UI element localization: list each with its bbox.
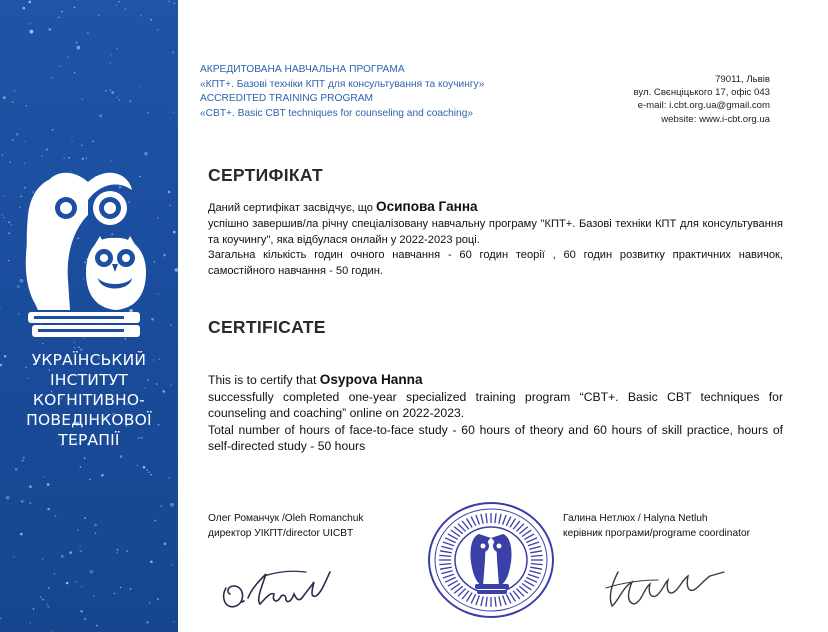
star-dot: [130, 588, 132, 590]
star-dot: [170, 324, 172, 326]
star-dot: [80, 466, 82, 468]
seal-lettering-mark: [443, 542, 454, 546]
seal-lettering-mark: [445, 538, 456, 543]
certificate-heading-en: CERTIFICATE: [208, 317, 326, 337]
star-dot: [116, 48, 118, 50]
seal-lettering-mark: [448, 534, 458, 540]
seal-lettering-mark: [481, 596, 483, 606]
institute-name: [0, 350, 178, 450]
recipient-name-ua: Осипова Ганна: [376, 199, 478, 214]
star-dot: [30, 502, 32, 504]
institute-name-line: ТЕРАПІЇ: [58, 431, 120, 449]
star-dot: [149, 602, 151, 604]
seal-lettering-mark: [443, 574, 454, 578]
seal-lettering-mark: [471, 517, 476, 526]
star-dot: [120, 587, 122, 589]
address-email: e-mail: i.cbt.org.ua@gmail.com: [637, 100, 770, 112]
star-dot: [100, 115, 103, 118]
star-dot: [23, 7, 26, 10]
seal-lettering-mark: [499, 514, 501, 524]
star-dot: [71, 140, 73, 142]
program-title-ua: «КПТ+. Базові техніки КПТ для консультування та коучингу»: [200, 78, 485, 90]
seal-lettering-mark: [481, 514, 483, 524]
star-dot: [74, 7, 76, 9]
program-title-en: «CBT+. Basic CBT techniques for counseling and coaching»: [200, 107, 474, 119]
seal-lettering-mark: [467, 593, 473, 602]
hours-text-ua: Загальна кількість годин очного навчання - 60 годин теорії , 60 годин розвитку практичних навичок, самостійного навчання - 50 годин.: [208, 249, 783, 278]
star-dot: [47, 483, 50, 486]
star-dot: [146, 621, 149, 624]
star-dot: [42, 599, 44, 601]
star-dot: [96, 625, 98, 627]
star-dot: [8, 260, 10, 262]
certificate-heading-ua: СЕРТИФІКАТ: [208, 165, 323, 185]
star-dot: [90, 570, 94, 574]
star-dot: [3, 96, 6, 99]
star-dot: [20, 533, 23, 536]
star-dot: [77, 46, 81, 50]
seal-lettering-mark: [486, 597, 487, 607]
completion-text-ua: успішно завершив/ла річну спеціалізовану навчальну програму "КПТ+. Базові техніки КПТ для консультування та коучингу", яка відбулася онлайн у 2022-2023 році.: [208, 217, 783, 246]
seal-lettering-mark: [495, 597, 496, 607]
star-dot: [14, 90, 16, 92]
star-dot: [81, 145, 83, 147]
seal-lettering-mark: [506, 517, 511, 526]
star-dot: [173, 112, 175, 114]
star-dot: [6, 496, 10, 500]
institute-name-line: ІНСТИТУТ: [49, 371, 129, 389]
seal-lettering-mark: [528, 574, 539, 578]
star-dot: [81, 586, 83, 588]
seal-lettering-mark: [495, 513, 496, 523]
star-dot: [47, 508, 50, 511]
star-dot: [63, 158, 65, 160]
star-dot: [120, 455, 123, 458]
star-dot: [110, 62, 112, 64]
star-dot: [23, 141, 25, 143]
star-dot: [174, 3, 176, 5]
institute-name-line: УКРАЇНСЬКИЙ: [31, 351, 147, 369]
director-signature-block: [208, 511, 364, 541]
star-dot: [146, 469, 148, 471]
star-dot: [101, 474, 104, 477]
star-dot: [95, 532, 97, 534]
seal-lettering-mark: [506, 594, 511, 603]
star-dot: [58, 17, 60, 19]
star-dot: [1, 214, 3, 216]
star-dot: [163, 254, 166, 257]
seal-lettering-mark: [445, 577, 456, 582]
seal-lettering-mark: [526, 538, 537, 543]
star-dot: [55, 516, 57, 518]
star-dot: [21, 500, 24, 503]
star-dot: [48, 606, 50, 608]
director-role: директор УІКПТ/director UICBT: [208, 528, 354, 539]
seal-lettering-mark: [529, 571, 541, 574]
star-dot: [11, 224, 13, 226]
seal-lettering-mark: [441, 571, 453, 574]
coordinator-name: Галина Нетлюх / Halyna Netluh: [563, 513, 708, 524]
star-dot: [46, 148, 49, 151]
address-street: вул. Свєнціцького 17, офіс 043: [633, 87, 770, 99]
star-dot: [54, 573, 56, 575]
star-dot: [0, 618, 2, 620]
star-dot: [13, 556, 15, 558]
star-dot: [130, 100, 132, 102]
seal-lettering-mark: [439, 555, 451, 556]
star-dot: [30, 622, 32, 624]
star-dot: [84, 458, 86, 460]
seal-lettering-mark: [503, 515, 507, 525]
seal-lettering-mark: [531, 564, 543, 565]
star-dot: [116, 4, 118, 6]
star-dot: [168, 0, 170, 2]
star-dot: [175, 268, 178, 272]
director-handwritten-signature: [216, 558, 336, 616]
star-dot: [137, 465, 139, 467]
star-dot: [29, 1, 32, 4]
star-dot: [61, 11, 63, 13]
star-dot: [68, 157, 70, 159]
star-dot: [9, 162, 11, 164]
star-dot: [94, 524, 97, 527]
coordinator-signature-block: [563, 511, 750, 541]
star-dot: [69, 551, 72, 554]
intro-text-ua: Даний сертифікат засвідчує, що: [208, 202, 377, 214]
star-dot: [98, 14, 100, 16]
owl-on-books-icon: [18, 160, 160, 345]
star-dot: [40, 596, 42, 598]
star-dot: [66, 582, 69, 585]
seal-lettering-mark: [528, 542, 539, 546]
star-dot: [74, 72, 76, 74]
star-dot: [78, 347, 80, 349]
star-dot: [87, 32, 89, 34]
address-website: website: www.i-cbt.org.ua: [661, 113, 770, 125]
sidebar-panel: [0, 0, 178, 632]
address-city: 79011, Львів: [715, 74, 770, 85]
star-dot: [23, 457, 25, 459]
star-dot: [80, 610, 83, 613]
star-dot: [157, 598, 159, 600]
institute-name-line: КОГНІТИВНО-: [32, 391, 146, 409]
intro-text-en: This is to certify that: [208, 373, 320, 387]
coordinator-handwritten-signature: [598, 558, 728, 616]
star-dot: [150, 561, 153, 564]
star-dot: [140, 86, 142, 88]
star-dot: [0, 307, 1, 309]
star-dot: [42, 558, 44, 560]
contact-address-block: [634, 73, 771, 126]
official-seal-stamp: [419, 496, 563, 624]
star-dot: [84, 618, 87, 621]
star-dot: [110, 89, 112, 91]
star-dot: [26, 105, 28, 107]
star-dot: [41, 155, 43, 157]
program-label-ua: АКРЕДИТОВАНА НАВЧАЛЬНА ПРОГРАМА: [200, 64, 405, 75]
seal-lettering-mark: [524, 581, 534, 587]
star-dot: [43, 476, 45, 478]
star-dot: [118, 1, 120, 3]
seal-lettering-mark: [510, 519, 516, 528]
seal-lettering-mark: [448, 581, 458, 587]
star-dot: [33, 608, 35, 610]
star-dot: [173, 231, 176, 234]
star-dot: [77, 529, 79, 531]
seal-lettering-mark: [441, 546, 453, 549]
star-dot: [125, 8, 127, 10]
star-dot: [8, 222, 10, 224]
certificate-body-en: [208, 372, 783, 455]
program-accreditation-block: [200, 63, 484, 121]
seal-lettering-mark: [530, 567, 542, 569]
star-dot: [168, 191, 171, 194]
certificate-body-ua: [208, 199, 783, 280]
seal-lettering-mark: [467, 519, 473, 528]
star-dot: [8, 232, 10, 234]
star-dot: [93, 595, 95, 597]
star-dot: [80, 551, 82, 553]
star-dot: [148, 471, 150, 473]
star-dot: [172, 51, 175, 54]
star-dot: [84, 517, 86, 519]
recipient-name-en: Osypova Hanna: [319, 372, 423, 387]
seal-lettering-mark: [529, 546, 541, 549]
star-dot: [105, 90, 107, 92]
seal-lettering-mark: [476, 515, 480, 525]
star-dot: [82, 98, 84, 100]
star-dot: [47, 604, 49, 606]
coordinator-role: керівник програми/programe coordinator: [563, 528, 751, 539]
star-dot: [126, 550, 128, 552]
seal-lettering-mark: [471, 594, 476, 603]
star-dot: [67, 56, 69, 58]
star-dot: [117, 97, 119, 99]
star-dot: [143, 466, 146, 469]
star-dot: [150, 19, 152, 21]
star-dot: [147, 112, 149, 114]
star-dot: [4, 217, 6, 219]
star-dot: [86, 158, 88, 160]
star-dot: [169, 205, 171, 207]
hours-text-en: Total number of hours of face-to-face study - 60 hours of theory and 60 hours of skill practice, hours of self-directed study - 50 hours: [208, 422, 783, 454]
star-dot: [172, 564, 174, 566]
star-dot: [170, 503, 174, 507]
seal-lettering-mark: [503, 595, 507, 605]
star-dot: [16, 133, 19, 136]
seal-lettering-mark: [440, 567, 452, 569]
star-dot: [51, 77, 53, 79]
star-dot: [12, 101, 14, 103]
star-dot: [15, 468, 18, 471]
star-dot: [150, 474, 152, 476]
star-dot: [155, 520, 157, 522]
star-dot: [164, 543, 167, 546]
seal-lettering-mark: [440, 551, 452, 553]
star-dot: [110, 54, 112, 56]
star-dot: [140, 15, 142, 17]
star-dot: [29, 23, 31, 25]
seal-lettering-mark: [531, 555, 543, 556]
program-label-en: ACCREDITED TRAINING PROGRAM: [200, 93, 374, 105]
star-dot: [29, 485, 32, 488]
star-dot: [76, 42, 78, 44]
star-dot: [12, 139, 14, 141]
star-dot: [168, 477, 170, 479]
star-dot: [119, 99, 121, 101]
seal-lettering-mark: [524, 534, 534, 540]
star-dot: [116, 552, 118, 554]
star-dot: [74, 347, 76, 349]
completion-text-en: successfully completed one-year specialized training program “CBT+. Basic CBT techniques for counseling and coaching” online on 2022-2023.: [208, 389, 783, 421]
director-name: Олег Романчук /Oleh Romanchuk: [208, 513, 364, 524]
seal-lettering-mark: [530, 551, 542, 553]
star-dot: [144, 152, 148, 156]
star-dot: [2, 154, 4, 156]
star-dot: [60, 65, 62, 67]
seal-lettering-mark: [439, 564, 451, 565]
institute-name-line: ПОВЕДІНКОВОЇ: [26, 411, 152, 429]
star-dot: [157, 29, 159, 31]
star-dot: [48, 587, 50, 589]
star-dot: [117, 549, 119, 551]
star-dot: [79, 545, 81, 547]
seal-lettering-mark: [476, 595, 480, 605]
star-dot: [21, 459, 24, 462]
star-dot: [3, 195, 5, 197]
star-dot: [161, 505, 163, 507]
star-dot: [76, 581, 78, 583]
star-dot: [111, 91, 114, 94]
star-dot: [49, 28, 52, 31]
seal-lettering-mark: [526, 577, 537, 582]
star-dot: [114, 593, 116, 595]
star-dot: [61, 555, 64, 558]
seal-lettering-mark: [510, 593, 516, 602]
seal-lettering-mark: [486, 513, 487, 523]
star-dot: [92, 141, 94, 143]
seal-lettering-mark: [499, 596, 501, 606]
star-dot: [89, 479, 91, 481]
star-dot: [52, 129, 54, 131]
star-dot: [173, 621, 175, 623]
star-dot: [30, 30, 34, 34]
